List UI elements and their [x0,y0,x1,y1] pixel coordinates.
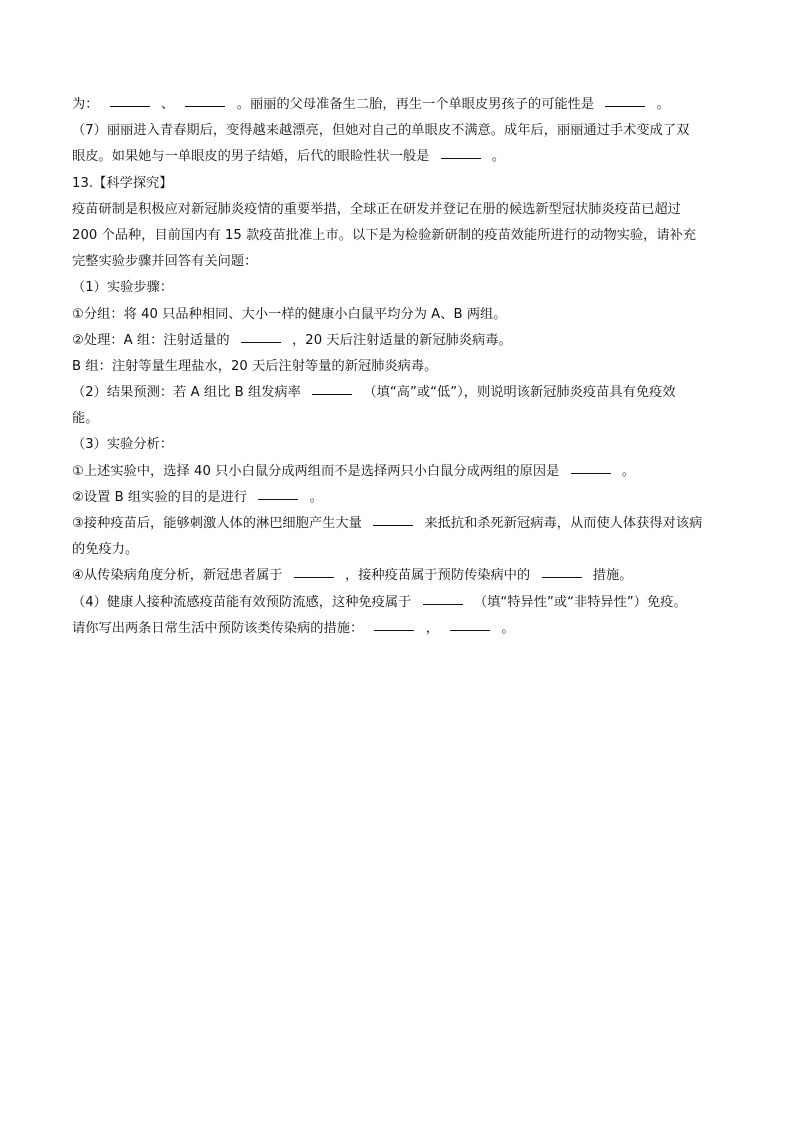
text-line [72,406,732,432]
text-segment: （2）结果预测：若 A 组比 B 组发病率 [72,385,301,401]
text-segment: （7）丽丽进入青春期后，变得越来越漂亮，但她对自己的单眼皮不满意。成年后，丽丽通过手术变成了双 [72,123,690,139]
question-heading [72,171,732,197]
text-segment: 的免疫力。 [72,542,139,558]
text-segment: 完整实验步骤并回答有关问题： [72,254,258,270]
text-segment: （3）实验分析： [72,437,174,453]
text-line [72,432,732,458]
text-segment: （填“高”或“低”），则说明该新冠肺炎疫苗具有免疫效 [363,385,676,401]
answer-blank[interactable] [110,92,150,107]
text-segment: ③接种疫苗后，能够刺激人体的淋巴细胞产生大量 [72,516,362,531]
answer-blank[interactable] [294,563,334,578]
text-segment: 能。 [72,411,99,427]
text-segment: 。 [501,620,515,636]
text-segment: 眼皮。如果她与一单眼皮的男子结婚，后代的眼睑性状一般是 [72,149,430,165]
text-line [72,616,732,642]
answer-blank[interactable] [258,485,298,500]
text-line [72,537,732,563]
answer-blank[interactable] [542,563,582,578]
answer-blank[interactable] [312,380,352,395]
text-segment: 。丽丽的父母准备生二胎，再生一个单眼皮男孩子的可能性是 [236,97,595,112]
answer-blank[interactable] [241,328,281,343]
text-line [72,459,732,485]
text-segment: （4）健康人接种流感疫苗能有效预防流感，这种免疫属于 [72,594,412,610]
text-line [72,380,732,406]
text-segment: （1）实验步骤： [72,280,174,296]
answer-blank[interactable] [571,459,611,474]
answer-blank[interactable] [605,92,645,107]
answer-blank[interactable] [185,92,225,107]
text-line [72,328,732,354]
text-line [72,511,732,537]
text-line [72,118,732,144]
text-segment: ②设置 B 组实验的目的是进行 [72,489,248,505]
text-segment: （填“特异性”或“非特异性”）免疫。 [473,594,687,610]
text-segment: 请你写出两条日常生活中预防该类传染病的措施： [72,620,364,636]
text-segment: 13.【科学探究】 [72,175,173,191]
question-content [72,92,732,642]
text-segment: ②处理：A 组：注射适量的 [72,332,230,348]
answer-blank[interactable] [450,616,490,631]
text-segment: 措施。 [592,568,633,584]
text-segment: 。 [309,489,323,505]
answer-blank[interactable] [373,511,413,526]
text-line [72,197,732,223]
text-segment: 200 个品种，目前国内有 15 款疫苗批准上市。以下是为检验新研制的疫苗效能所进行的动物实验，请补充 [72,227,697,243]
text-line [72,92,732,118]
text-segment: 为： [72,97,99,112]
text-segment: 疫苗研制是积极应对新冠肺炎疫情的重要举措，全球正在研发并登记在册的候选新型冠状肺炎疫苗已超过 [72,201,681,217]
text-segment: ，接种疫苗属于预防传染病中的 [344,568,531,584]
text-segment: 、 [160,97,175,112]
text-segment: 来抵抗和杀死新冠病毒，从而使人体获得对该病 [424,516,703,531]
text-segment: ， [425,620,439,636]
text-line [72,590,732,616]
answer-blank[interactable] [441,144,481,159]
text-line [72,485,732,511]
text-line [72,275,732,301]
text-segment: 。 [656,97,670,112]
text-line [72,302,732,328]
text-line [72,249,732,275]
text-line [72,144,732,170]
answer-blank[interactable] [423,590,463,605]
text-line [72,563,732,589]
text-segment: 。 [621,463,636,479]
answer-blank[interactable] [374,616,414,631]
text-segment: B 组：注射等量生理盐水，20 天后注射等量的新冠肺炎病毒。 [72,358,438,374]
text-line [72,223,732,249]
text-segment: ，20 天后注射适量的新冠肺炎病毒。 [292,332,512,348]
text-line [72,354,732,380]
text-segment: ①分组：将 40 只品种相同、大小一样的健康小白鼠平均分为 A、B 两组。 [72,306,507,322]
text-segment: 。 [491,149,506,165]
text-segment: ④从传染病角度分析，新冠患者属于 [72,568,283,584]
text-segment: ①上述实验中，选择 40 只小白鼠分成两组而不是选择两只小白鼠分成两组的原因是 [72,463,560,479]
